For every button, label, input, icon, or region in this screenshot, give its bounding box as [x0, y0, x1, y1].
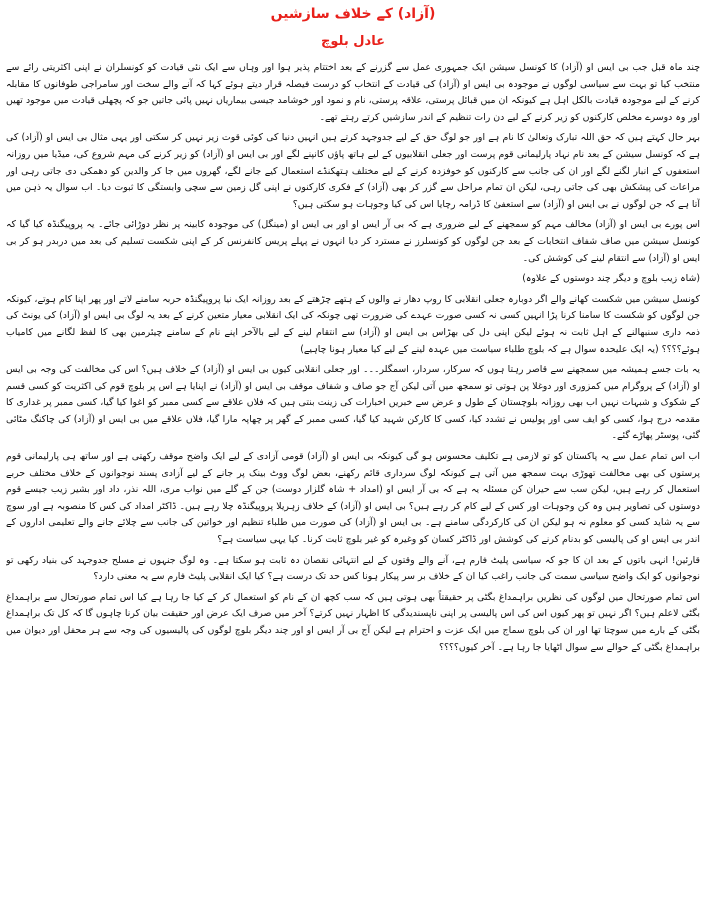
attribution-note: (شاہ زیب بلوچ و دیگر چند دوستوں کے علاوہ): [522, 273, 700, 285]
article-title: (آزاد) کے خلاف سازشیں: [270, 6, 436, 22]
paragraph-5: یہ بات جسے ہمیشہ میں سمجھنے سے قاصر رہتا ہوں کہ سرکار، سردار، اسمگلر۔۔۔ اور جعلی انقلابی کیوں بی ایس او (آزاد) کے خلاف ہیں؟ اس کی مخالفت کی وجہ بی ایس او (آزاد) کے پروگرام میں کمزوری اور دوغلا پن ہوتی تو سمجھ میں آتی لیکن آج جو صاف و شفاف موقف بی ایس او (آزاد) نے اپنایا ہے اس پر بلوچ قوم کی اکثریت کو کسی قسم کے شکوک و شبہات نہیں اب بھی روزانہ بلوچستان کے طول و عرض سے خبریں اخبارات کی زینت بنتی ہیں کہ فلاں علاقے سے کسی ممبر کو اغوا کیا گیا، کسی ممبر پر غداری کا مقدمہ درج ہوا، کسی کو ایف سی اور پولیس نے تشدد کیا، کسی کا کارکن شہید کیا گیا، کسی ممبر کے گھر پر چھاپہ مارا گیا، فلاں علاقے میں بی ایس او (آزاد) کی چاکنگ مٹائی گئی، پوسٹر پھاڑے گئے۔: [6, 364, 700, 442]
paragraph-1: چند ماہ قبل جب بی ایس او (آزاد) کا کونسل سیشن ایک جمہوری عمل سے گزرنے کے بعد اختتام پذیر ہوا اور وہاں سے ایک نئی قیادت کو کونسلران نے اپنی اکثریتی رائے سے منتخب کیا تو بہت سے سیاسی لوگوں نے موجودہ بی ایس او (آزاد) کی قیادت کے انتخاب کو درست فیصلہ قرار دیتے ہوئے کہا کہ آنے والے سخت اور سامراجی طوفانوں کا مقابلہ کرنے کے لیے موجودہ قیادت بالکل اہل ہے کیونکہ ان میں قبائل پرستی، علاقہ پرستی، نام و نمود اور خوشامد جیسی بیماریاں نہیں پائی جاتیں جو کہ پچھلی قیادت میں موجود تھیں اور وہ دوسرے مخلص کارکنوں کو زیر کرنے کے لیے دن رات تنظیم کے اندر سازشیں کرتے رہتے تھے۔: [6, 62, 700, 123]
paragraph-7: قارئین! انہی باتوں کے بعد ان کا جو کہ سیاسی پلیٹ فارم ہے، آنے والے وقتوں کے لیے انتہائی نقصان دہ ثابت ہو سکتا ہے۔ وہ لوگ جنہوں نے مسلح جدوجہد کی بنیاد رکھی تو نوجوانوں کو ایک واضح سیاسی سمت کی جانب راغب کیا ان کے خلاف بر سر پیکار ہونا کس حد تک درست ہے؟ کیا ایک انقلابی پلیٹ فارم سے یہ معنی دارد؟: [6, 554, 700, 583]
paragraph-3: اس پورے بی ایس او (آزاد) مخالف مہم کو سمجھنے کے لیے ضروری ہے کہ بی آر ایس او اور بی ایس او (مینگل) کی موجودہ کابینہ پر نظر دوڑائی جائے۔ یہ پروپیگنڈہ کیا گیا کہ کونسل سیشن میں صاف شفاف انتخابات کے بعد جن لوگوں کو کونسلرز نے مسترد کر دیا انہوں نے پہلے پریس کانفرنس کر کے اپنی شکست تسلیم کی بعد میں دربدر ہو کر بی ایس او (آزاد) سے انتقام لینے کی کوشش کی۔: [6, 219, 700, 264]
paragraph-4: کونسل سیشن میں شکست کھانے والے اگر دوبارہ جعلی انقلابی کا روپ دھار نے والوں کے ہتھے چڑھتے کے بعد روزانہ ایک نیا پروپیگنڈہ حربہ سامنے لاتے اور پھر اپنا کام ہوتے، کیونکہ جن لوگوں کو شکست کا سامنا کرنا پڑا انہیں کسی نہ کسی صورت عہدے کی ضرورت تھی چونکہ کی ایک انقلابی معیار متعین کرنے کے بعد یہ لوگ بی ایس او (آزاد) کی یونٹ کی ذمہ داری سنبھالنے کے اہل ثابت نہ ہوئے لیکن اپنی دل کی بھڑاس بی ایس او (آزاد) سے انتقام لینے کے لیے بالآخر اپنے نام کے سامنے چیئرمین بھی کا لفظ لگانے میں کامیاب ہوئے؟؟؟؟ (یہ ایک علیحدہ سوال ہے کہ بلوچ طلباء سیاست میں عہدہ لینے کے لیے کیا معیار ہونا چاہیے): [6, 293, 700, 355]
paragraph-8: اس تمام صورتحال میں لوگوں کی نظریں براہمداغ بگٹی پر حقیقتاً بھی ہوتی ہیں کہ سب کچھ ان کے نام کو استعمال کر کے کیا جا رہا ہے کیا اس تمام صورتحال سے براہمداغ بگٹی لاعلم ہیں؟ اگر نہیں تو پھر کیوں اس کی اس پالیسی پر اپنی ناپسندیدگی کا اظہار نہیں کرتے؟ آخر میں صرف ایک عرض اور حقیقت بیان کرنا چاہوں گا کہ کل تک براہمداغ بگٹی کے بارے میں سوچتا تھا اور ان کی بلوچ سماج میں ایک عزت و احترام ہے لیکن آج بی آر ایس او اور چند دیگر بلوچ لوگوں کی پالیسیوں کی وجہ سے ہر محفل اور دیوان میں براہمداغ بگٹی کے حوالے سے سوال اٹھایا جا رہا ہے۔ آخر کیوں؟؟؟؟: [6, 591, 700, 653]
article-author: عادل بلوچ: [321, 34, 385, 49]
article-body: [6, 60, 700, 910]
paragraph-2: بہر حال کہتے ہیں کہ حق اللہ تبارک وتعالیٰ کا نام ہے اور جو لوگ حق کے لیے جدوجہد کرتے ہیں انہیں دنیا کی کوئی قوت زیر نہیں کر سکتی اور یہی مثال بی ایس او (آزاد) کی ہے کہ کونسل سیشن کے بعد نام نہاد پارلیمانی قوم پرست اور جعلی انقلابیوں کے لیے ہاتھ پاؤں کانپنے لگے اور بی ایس او (آزاد) کو زیر کرنے کی مہم شروع کی، میڈیا میں روزانہ استعفوں کے انبار لگنے لگے اور ان کی جانب سے کارکنوں کو خوفزدہ کرنے کے لیے مختلف ہتھکنڈے استعمال کیے جانے لگے، گھروں میں جا کر والدین کو دھمکی دی جاتی رہی اور مراعات کی پیشکش بھی کی جاتی رہی، لیکن ان تمام مراحل سے گزر کر بھی (آزاد) کے فکری کارکنوں نے اپنی گل زمین سے سچی وابستگی کا ثبوت دیا۔ اب سوال یہ ذہن میں آتا ہے کہ جن لوگوں نے بی ایس او (آزاد) سے استعفیٰ کا ڈرامہ رچایا اس کی کیا وجوہات ہو سکتی ہیں؟: [6, 132, 700, 210]
paragraph-6: اب اس تمام عمل سے یہ پاکستان کو تو لازمی ہے تکلیف محسوس ہو گی کیونکہ بی ایس او (آزاد) قومی آزادی کے لیے ایک واضح موقف رکھتی ہے اور ساتھ ہی پارلیمانی قوم پرستوں کی بھی مخالفت تھوڑی بہت سمجھ میں آتی ہے کیونکہ لوگ سرداری قائم رکھنے، بعض لوگ ووٹ بینک پر جانے کے لیے آزادی پسند نوجوانوں کے خلاف مختلف حربے استعمال کر رہے ہیں، لیکن سب سے حیران کن مسئلہ یہ ہے کہ بی آر ایس او (امداد + شاہ گلزار دوست) جن کے گلے میں نواب مری، اللہ نذر، داد اور بشیر زیب جیسے قوم دوستوں کی تصاویر ہیں وہ کن وجوہات اور کس کے لیے کام کر رہے ہیں؟ بی ایس او (آزاد) کے خلاف زہریلا پروپیگنڈہ چلا رہے ہیں۔ ڈاکٹر امداد کی کس کا منصوبہ ہے اور سوچ سے یہ شاید کسی کو معلوم نہ ہو لیکن ان کی کارکردگی سامنے ہے۔ بی ایس او (آزاد) کی صورت میں طلباء تنظیم اور خواتین کی جانب سے چلائے جانے والے تعلیمی اداروں کے اندر بی ایس او کی پالیسی کو بدنام کرنے کی کوشش اور ڈاکٹر کسان کو وغیرہ کو غیر بلوچ ثابت کرنا۔ کیا یہی سیاست ہے؟: [6, 451, 700, 546]
